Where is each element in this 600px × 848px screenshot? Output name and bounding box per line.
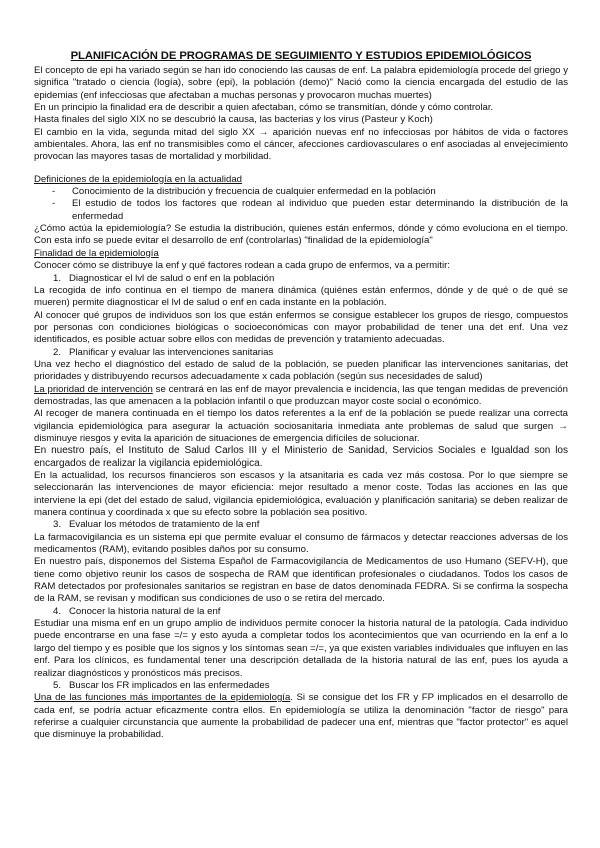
- section-2-heading: 2. Planificar y evaluar las intervenciones sanitarias: [53, 346, 274, 358]
- document-title: PLANIFICACIÓN DE PROGRAMAS DE SEGUIMIENTO Y ESTUDIOS EPIDEMIOLÓGICOS: [70, 50, 532, 62]
- section-4-paragraph-1: Estudiar una misma enf en un grupo amplio de individuos permite conocer la historia natural de la patología. Cada individuo puede encontrarse en una fase =/= y esto ayuda a completar todos los acontecimientos que van ocurriendo en la enf a lo largo del tiempo y es posible que los signos y los síntomas sean =/=, ya que existen variables individuales que influyen en las enf. Para los clínicos, es fundamental tener una descripción detallada de la historia natural de las enf, pues los ayuda a realizar diagnósticos y pronósticos más precisos.: [34, 618, 568, 679]
- section-3-paragraph-1: La farmacovigilancia es un sistema epi que permite evaluar el consumo de fármacos y detectar reacciones adversas de los medicamentos (RAM), evitando posibles daños por su consumo.: [34, 531, 568, 556]
- definition-item-1: - Conocimiento de la distribución y frecuencia de cualquier enfermedad en la población: [52, 186, 568, 198]
- intro-paragraph-1: El concepto de epi ha variado según se han ido conociendo las causas de enf. La palabra epidemiología procede del griego y significa "tratado o ciencia (logía), sobre (epi), la población (demo)" Nació como la ciencia encargada del estudio de las epidemias (enf infecciosas que afectaban a muchas personas y provocaron muchas muertes): [34, 65, 568, 101]
- section-2-paragraph-3: Al recoger de manera continuada en el tiempo los datos referentes a la enf de la población se puede realizar una correcta vigilancia epidemiológica para asegurar la actuación sociosanitaria inmediata ante problemas de salud que surgen → disminuye riesgos y evita la aparición de situaciones de emergencia difíciles de solucionar.: [34, 408, 568, 444]
- section-1-paragraph-2: Al conocer qué grupos de individuos son los que están enfermos se consigue establecer los grupos de riesgo, compuestos por personas con condiciones biológicas o socioeconómicas con mayor probabilidad de tener una det enf. Una vez identificados, es posible actuar sobre ellos con medidas de prevención y tratamiento adecuadas.: [34, 309, 568, 346]
- section-2-paragraph-1: Una vez hecho el diagnóstico del estado de salud de la población, se pueden planificar las intervenciones sanitarias, det prioridades y distribuyendo recursos adecuadamente x cada población (según sus necesidades de salud): [34, 358, 568, 383]
- finalidad-heading: Finalidad de la epidemiología: [34, 247, 159, 259]
- finalidad-intro: Conocer cómo se distribuye la enf y qué factores rodean a cada grupo de enfermos, va a permitir:: [34, 260, 450, 272]
- section-2-prioridad: La prioridad de intervención se centrará en las enf de mayor prevalencia e incidencia, las que tengan medidas de prevención demostradas, las que amenacen a la población infantil o que produzcan mayor coste social o económico.: [34, 383, 568, 407]
- definition-item-2: - El estudio de todos los factores que rodean al individuo que pueden estar determinando la distribución de la enfermedad: [52, 198, 568, 223]
- definitions-list: [34, 186, 568, 223]
- section-5-paragraph-1: Una de las funciones más importantes de la epidemiología. Si se consigue det los FR y FP implicados en el desarrollo de cada enf, se podría actuar eficazmente contra ellos. En epidemiología se utiliza la denominación "factor de riesgo" para referirse a cualquier circunstancia que aumente la probabilidad de padecer una enf, mientras que "factor protector" es aquel que disminuye la probabilidad.: [34, 692, 568, 741]
- section-5-lead-label: Una de las funciones más importantes de la epidemiología: [34, 692, 291, 704]
- intro-paragraph-3: Hasta finales del siglo XIX no se descubrió la causa, las bacterias y los virus (Pasteur y Koch): [34, 114, 433, 126]
- section-2-paragraph-4: En nuestro país, el Instituto de Salud Carlos III y el Ministerio de Sanidad, Servicios Sociales e Igualdad son los encargados de realizar la vigilancia epidemiológica.: [34, 445, 568, 469]
- section-2-paragraph-5: En la actualidad, los recursos financieros son escasos y la atsanitaria es cada vez más costosa. Por lo que siempre se seleccionarán las intervenciones de mayor eficiencia: mejor resultado a menor coste. Todas las acciones en las que interviene la epi (det del estado de salud, vigilancia epidemiológica, evaluación y planificación sanitaria) se deben realizar de manera continua y coordinada x que su efecto sobre la población sea positivo.: [34, 470, 568, 519]
- prioridad-label: La prioridad de intervención: [34, 383, 153, 395]
- definitions-question: ¿Cómo actúa la epidemiología? Se estudia la distribución, quienes están enfermos, dónde y cómo evoluciona en el tiempo. Con esta info se puede evitar el desarrollo de enf (controlarlas) "finalidad de la epidemiología": [34, 223, 568, 247]
- intro-paragraph-2: En un principio la finalidad era de describir a quien afectaban, cómo se transmitían, dónde y cómo controlar.: [34, 102, 494, 114]
- section-3-paragraph-2: En nuestro país, disponemos del Sistema Español de Farmacovigilancia de Medicamentos de uso Humano (SEFV-H), que tiene como objetivo reunir los casos de sospecha de RAM que identifican profesionales o ciudadanos. Todos los casos de RAM detectados por profesionales sanitarios se registran en base de datos denominada FEDRA. Si se confirma la sospecha de la RAM, se revisan y modifican sus condiciones de uso o se retira del mercado.: [34, 556, 568, 605]
- definitions-heading: Definiciones de la epidemiología en la actualidad: [34, 173, 243, 185]
- section-5-heading: 5. Buscar los FR implicados en las enfermedades: [53, 679, 270, 691]
- section-1-heading: 1. Diagnosticar el lvl de salud o enf en la población: [53, 272, 275, 284]
- section-3-heading: 3. Evaluar los métodos de tratamiento de la enf: [53, 519, 260, 531]
- intro-paragraph-4: El cambio en la vida, segunda mitad del siglo XX → aparición nuevas enf no infecciosas por hábitos de vida o factores ambientales. Ahora, las enf no transmisibles como el cáncer, afecciones cardiovasculares o enf asociadas al envejecimiento provocan las mayores tasas de mortalidad y morbilidad.: [34, 126, 568, 163]
- section-1-paragraph-1: La recogida de info continua en el tiempo de manera dinámica (quiénes están enfermos, dónde y de qué o de qué se mueren) permite diagnosticar el lvl de salud o enf en cada instante en la población.: [34, 284, 568, 309]
- section-4-heading: 4. Conocer la historia natural de la enf: [53, 605, 221, 617]
